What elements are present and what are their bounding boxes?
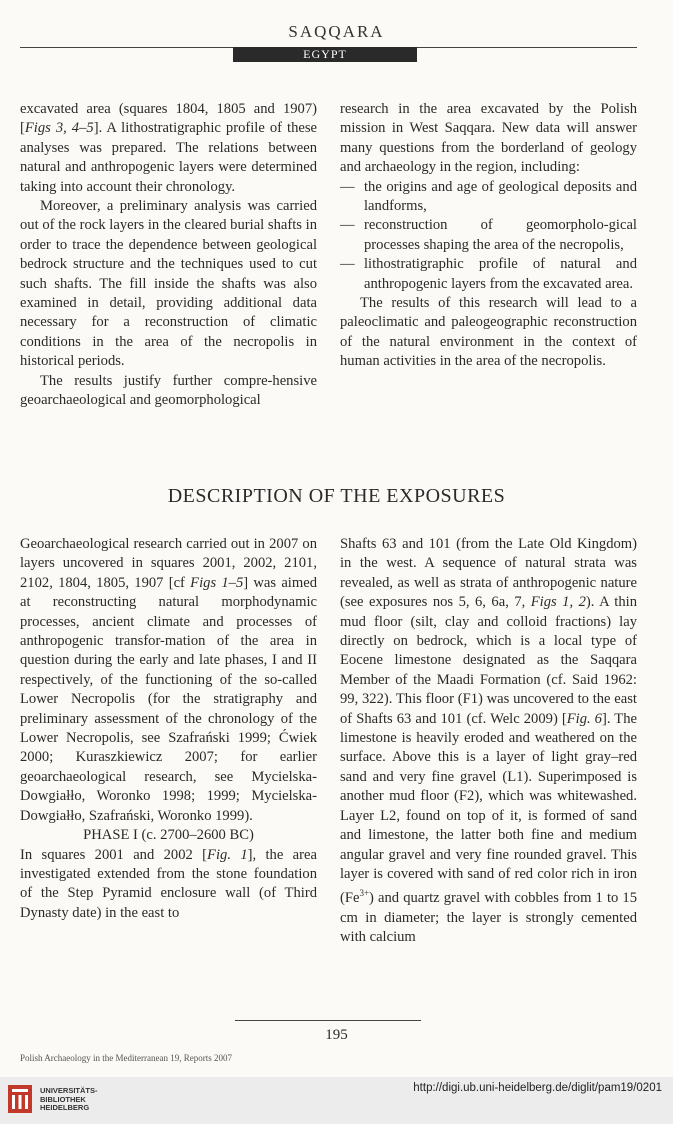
source-url-link[interactable]: http://digi.ub.uni-heidelberg.de/diglit/pam19/0201 bbox=[413, 1082, 662, 1094]
library-name bbox=[40, 1087, 98, 1113]
list-item-text: reconstruction of geomorpholo-gical processes shaping the area of the necropolis, bbox=[364, 217, 637, 253]
text-run: ) and quartz gravel with cobbles from 1 to 15 cm in diameter; the layer is strongly cemented with calcium bbox=[340, 890, 637, 945]
text-run: Geoarchaeological research carried out in 2007 on layers uncovered in squares 2001, 2002, 2101, 2102, 1804, 1805, 1907 [cf bbox=[20, 536, 317, 591]
figure-reference[interactable]: Figs 3, 4–5 bbox=[24, 120, 94, 137]
text-run: ]. The limestone is heavily eroded and weathered on the surface. Above this is a layer of light gray–red sand and very fine gravel (L1). Superimposed is another mud floor (F2), which was whitewashed. Layer L2, found on top of it, is formed of sand and limestone, the latter both fine and medium angular gravel and very fine rounded gravel. This layer is covered with sand of red color rich in iron (Fe bbox=[340, 710, 637, 907]
text-run: ], the area investigated extended from the stone foundation of the Step Pyramid enclosure wall (of Third Dynasty date) in the east to bbox=[20, 846, 317, 921]
section-heading: DESCRIPTION OF THE EXPOSURES bbox=[167, 485, 506, 507]
intro-left-column bbox=[20, 100, 317, 411]
list-dash: — bbox=[340, 217, 355, 234]
text-run: ). A thin mud floor (silt, clay and colloid fractions) lay directly on bedrock, which is a local type of Eocene limestone designated as the Saqqara Member of the Maadi Formation (cf. Said 1962: 99, 322). This floor (F1) was uncovered to the east of Shafts 63 and 101 (cf. Welc 2009) [ bbox=[340, 594, 638, 727]
section-right-column bbox=[340, 535, 637, 947]
university-library-icon bbox=[8, 1085, 32, 1113]
library-line: UNIVERSITÄTS- bbox=[40, 1086, 98, 1095]
intro-right-closing: The results of this research will lead to a paleoclimatic and paleogeographic reconstruction of the natural environment in the context of human activities in the area of the necropolis. bbox=[340, 295, 637, 370]
section-paragraph-1 bbox=[20, 535, 317, 826]
text-run: ]. A lithostratigraphic profile of these analyses was prepared. The relations between natural and anthropogenic layers were determined taking into account their chronology. bbox=[20, 120, 317, 195]
section-left-column bbox=[20, 535, 317, 923]
text-run: excavated area (squares 1804, 1805 and 1907) [ bbox=[20, 101, 317, 137]
intro-paragraph-2: Moreover, a preliminary analysis was carried out of the rock layers in the cleared burial shafts in order to trace the dependence between geological bedrock structure and the techniques used to cut such shafts. The fill inside the shafts was also examined in detail, providing additional data necessary for a reconstruction of climatic conditions in the area of the necropolis in historical periods. bbox=[20, 198, 317, 370]
text-run: ] was aimed at reconstructing natural morphodynamic processes, ancient climate and processes of anthropogenic transfor-mation of the area in question during the early and late phases, I and II respectively, of the functioning of the so-called Lower Necropolis (for the stratigraphy and preliminary assessment of the chronology of the Lower Necropolis, see Szafrański 1999; Ćwiek 2000; Kuraszkiewicz 2007; for earlier geoarchaeological research, see Mycielska-Dowgiałło, Woronko 1998; 1999; Mycielska-Dowgiałło, Szafrański, Woronko 1999). bbox=[20, 574, 317, 824]
figure-reference[interactable]: Fig. 1 bbox=[207, 846, 248, 863]
list-item bbox=[340, 255, 637, 294]
running-title: SAQQARA bbox=[288, 22, 385, 41]
library-line: HEIDELBERG bbox=[40, 1103, 90, 1112]
superscript: 3+ bbox=[359, 888, 370, 899]
figure-reference[interactable]: Fig. 6 bbox=[566, 710, 602, 727]
list-item bbox=[340, 216, 637, 255]
intro-right-column bbox=[340, 100, 637, 372]
text-run: Shafts 63 and 101 (from the Late Old Kingdom) in the west. A sequence of natural strata was revealed, as well as strata of anthropogenic nature (see exposures nos 5, 6, 6a, 7, bbox=[340, 536, 637, 611]
library-line: BIBLIOTHEK bbox=[40, 1094, 86, 1104]
list-item-text: lithostratigraphic profile of natural and anthropogenic layers from the excavated area. bbox=[364, 256, 637, 292]
intro-right-lead: research in the area excavated by the Polish mission in West Saqqara. New data will answer many questions from the borderland of geology and archaeology in the region, including: bbox=[340, 101, 637, 176]
list-item-text: the origins and age of geological deposits and landforms, bbox=[364, 178, 637, 215]
section-paragraph-3 bbox=[340, 535, 637, 947]
intro-paragraph-1 bbox=[20, 100, 317, 197]
intro-paragraph-3: The results justify further compre-hensive geoarchaeological and geomorphological bbox=[20, 372, 317, 409]
journal-citation: Polish Archaeology in the Mediterranean 19, Reports 2007 bbox=[20, 1053, 232, 1063]
section-paragraph-2 bbox=[20, 846, 317, 924]
figure-reference[interactable]: Figs 1, 2 bbox=[530, 594, 586, 611]
figure-reference[interactable]: Figs 1–5 bbox=[190, 574, 244, 591]
list-dash: — bbox=[340, 256, 355, 273]
text-run: In squares 2001 and 2002 [ bbox=[20, 846, 208, 863]
list-item bbox=[340, 178, 637, 217]
footer-rule bbox=[235, 1020, 421, 1021]
country-label: EGYPT bbox=[233, 47, 417, 62]
phase-heading: PHASE I (c. 2700–2600 BC) bbox=[83, 827, 254, 844]
page-number: 195 bbox=[325, 1027, 348, 1043]
list-dash: — bbox=[340, 178, 355, 195]
